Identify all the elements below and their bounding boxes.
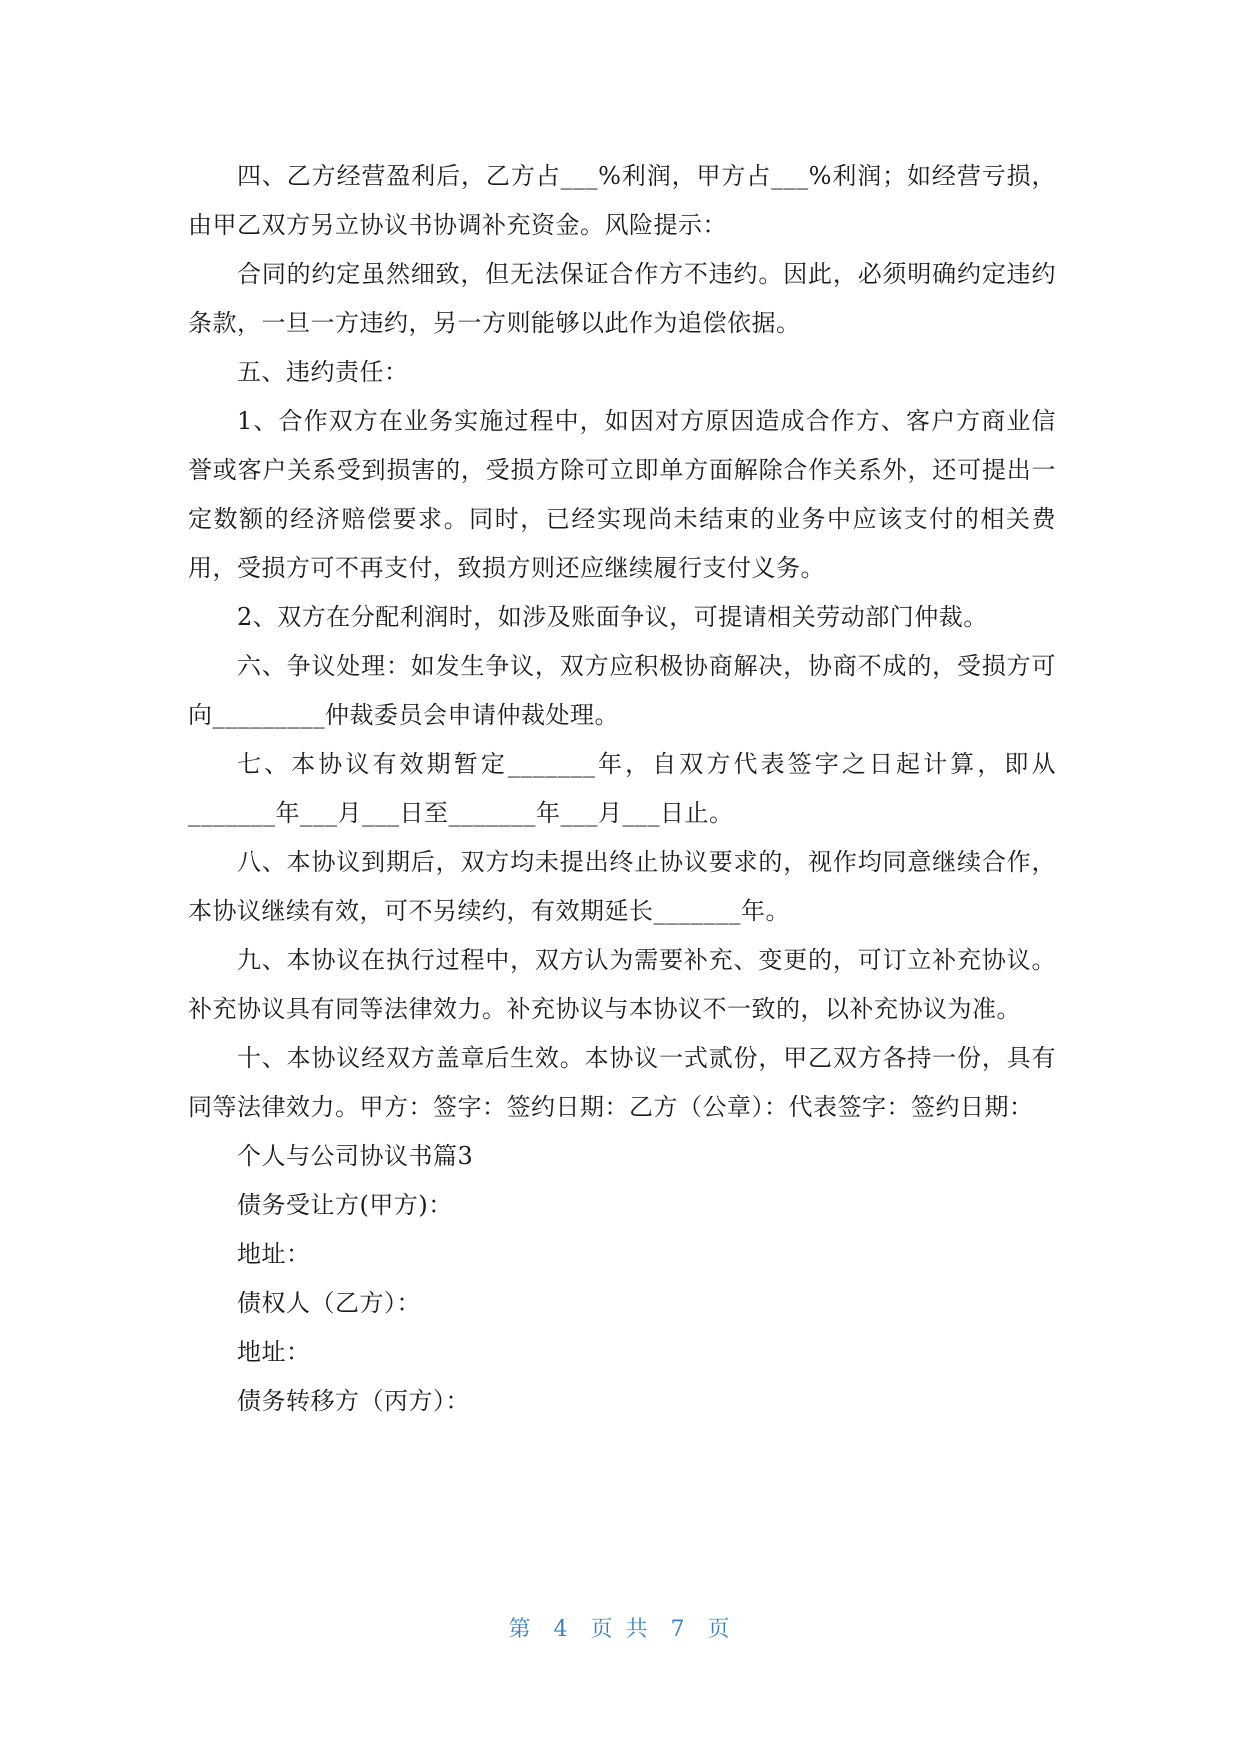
paragraph: 八、本协议到期后，双方均未提出终止协议要求的，视作均同意继续合作，本协议继续有效，可不另续约，有效期延长_______年。 — [188, 848, 1056, 925]
paragraph: 合同的约定虽然细致，但无法保证合作方不违约。因此，必须明确约定违约条款，一旦一方违约，另一方则能够以此作为追偿依据。 — [188, 260, 1056, 337]
paragraph: 十、本协议经双方盖章后生效。本协议一式贰份，甲乙双方各持一份，具有同等法律效力。甲方：签字：签约日期：乙方（公章）：代表签字：签约日期： — [188, 1044, 1056, 1121]
footer-suffix: 页 — [707, 1617, 733, 1642]
paragraph: 五、违约责任： — [237, 358, 409, 386]
paragraph: 2、双方在分配利润时，如涉及账面争议，可提请相关劳动部门仲裁。 — [237, 603, 988, 631]
footer-prefix: 第 — [508, 1617, 534, 1642]
section-heading: 个人与公司协议书篇3 — [237, 1142, 474, 1170]
field-label: 债权人（乙方）： — [237, 1289, 421, 1317]
paragraph: 四、乙方经营盈利后，乙方占___%利润，甲方占___%利润；如经营亏损，由甲乙双方另立协议书协调补充资金。风险提示： — [188, 162, 1056, 239]
field-label: 债务受让方(甲方)： — [237, 1191, 453, 1219]
document-body — [188, 152, 1056, 1426]
paragraph: 六、争议处理：如发生争议，双方应积极协商解决，协商不成的，受损方可向_________仲裁委员会申请仲裁处理。 — [188, 652, 1056, 729]
footer-total-pages: 7 — [670, 1617, 688, 1642]
field-label: 债务转移方（丙方）： — [237, 1387, 470, 1415]
page-footer — [0, 1612, 1241, 1643]
field-label: 地址： — [237, 1240, 311, 1268]
field-label: 地址： — [237, 1338, 311, 1366]
footer-current-page: 4 — [553, 1617, 571, 1642]
footer-middle: 页 共 — [590, 1617, 651, 1642]
paragraph: 七、本协议有效期暂定_______年，自双方代表签字之日起计算，即从_______年___月___日至_______年___月___日止。 — [188, 750, 1056, 827]
paragraph: 1、合作双方在业务实施过程中，如因对方原因造成合作方、客户方商业信誉或客户关系受到损害的，受损方除可立即单方面解除合作关系外，还可提出一定数额的经济赔偿要求。同时，已经实现尚未结束的业务中应该支付的相关费用，受损方可不再支付，致损方则还应继续履行支付义务。 — [188, 407, 1056, 582]
paragraph: 九、本协议在执行过程中，双方认为需要补充、变更的，可订立补充协议。补充协议具有同等法律效力。补充协议与本协议不一致的，以补充协议为准。 — [188, 946, 1056, 1023]
